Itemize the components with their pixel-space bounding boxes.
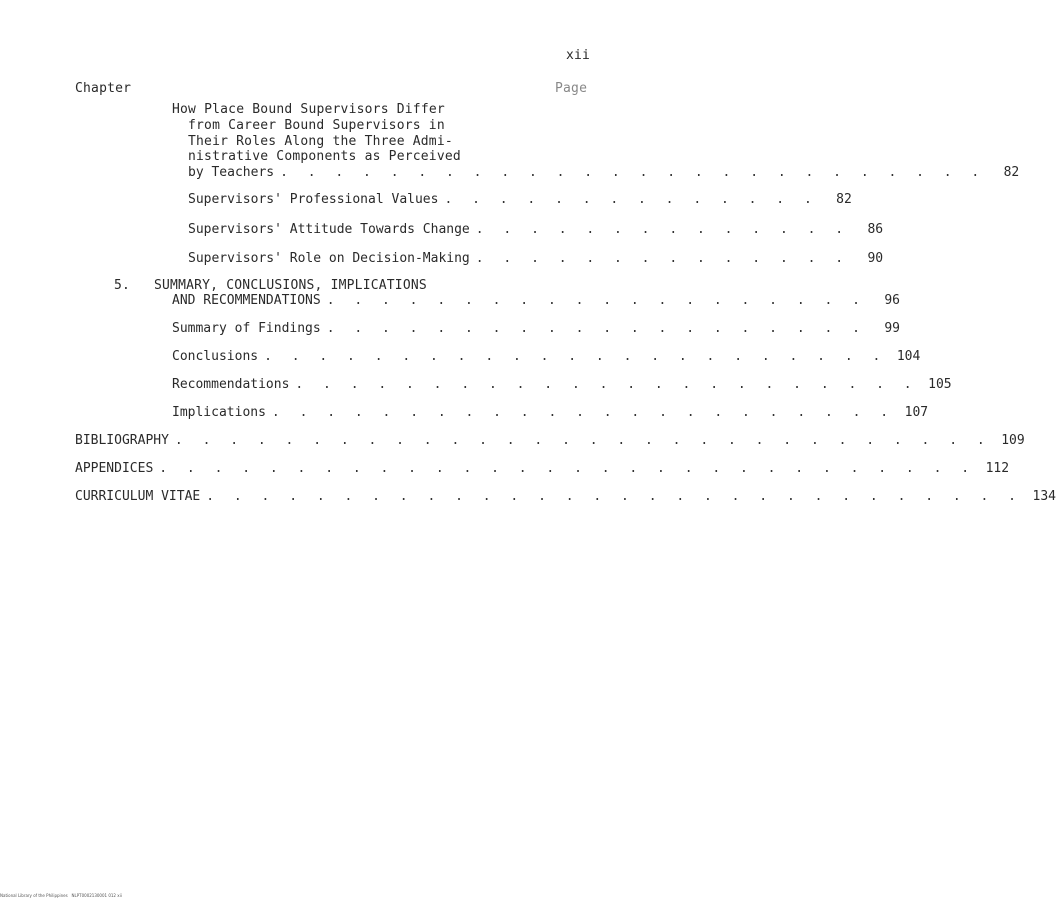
toc-label: BIBLIOGRAPHY: [75, 433, 169, 448]
toc-label: Implications: [172, 405, 266, 420]
toc-page: 99: [884, 321, 900, 336]
toc-page: 86: [867, 222, 884, 237]
toc-page: 104: [896, 349, 921, 364]
leader-dots: . . . . . . . . . . . . . .: [475, 251, 850, 266]
leader-dots: . . . . . . . . . . . . . .: [444, 192, 818, 207]
leader-dots: . . . . . . . . . . . . . . . . . . . . . . . . . .: [280, 165, 986, 180]
toc-page: 112: [985, 461, 1010, 476]
toc-label: Summary of Findings: [172, 321, 321, 336]
leader-dots: . . . . . . . . . . . . . . . . . . . . . . . . . . . . . .: [206, 489, 1023, 504]
toc-label: CURRICULUM VITAE: [75, 489, 201, 504]
chapter-column-label: Chapter: [75, 81, 132, 96]
toc-page: 134: [1032, 489, 1056, 504]
toc-entry-summary: [172, 321, 900, 336]
toc-entry-chapter5: [172, 293, 900, 308]
leader-dots: . . . . . . . . . . . . . . . . . . . . . . .: [264, 349, 887, 364]
toc-page: 107: [904, 405, 929, 420]
leader-dots: . . . . . . . . . . . . . . . . . . . . . . .: [295, 377, 918, 392]
toc-entry-attitude-change: [188, 222, 884, 237]
toc-page: 82: [1003, 165, 1020, 180]
toc-entry-bibliography: [75, 433, 1025, 448]
toc-label: Supervisors' Role on Decision-Making: [188, 251, 470, 266]
toc-label: by Teachers: [188, 165, 275, 180]
toc-entry-implications: [172, 405, 929, 420]
toc-label: APPENDICES: [75, 461, 154, 476]
toc-page: 82: [836, 192, 852, 207]
leader-dots: . . . . . . . . . . . . . . . . . . . .: [326, 293, 866, 308]
toc-label: Supervisors' Attitude Towards Change: [188, 222, 470, 237]
toc-entry-decision-making: [188, 251, 884, 266]
toc-entry-line: nistrative Components as Perceived: [188, 149, 461, 164]
leader-dots: . . . . . . . . . . . . . . . . . . . . . . .: [271, 405, 895, 420]
chapter-number: 5.: [114, 278, 131, 293]
toc-page: 105: [928, 377, 952, 392]
toc-entry-line: from Career Bound Supervisors in: [188, 118, 445, 133]
leader-dots: . . . . . . . . . . . . . . . . . . . . . . . . . . . . . .: [174, 433, 991, 448]
toc-entry-line: How Place Bound Supervisors Differ: [172, 102, 445, 117]
scan-footer: National Library of the Philippines NLPT0002130001 012 xii: [0, 893, 122, 898]
toc-entry-recommendations: [172, 377, 952, 392]
chapter-title: SUMMARY, CONCLUSIONS, IMPLICATIONS: [154, 278, 427, 293]
page-number: xii: [566, 48, 591, 63]
toc-page: 109: [1001, 433, 1025, 448]
toc-entry-appendices: [75, 461, 1010, 476]
toc-entry-curriculum-vitae: [75, 489, 1056, 504]
toc-page: 96: [884, 293, 900, 308]
toc-entry-conclusions: [172, 349, 921, 364]
leader-dots: . . . . . . . . . . . . . . . . . . . .: [326, 321, 866, 336]
toc-entry-place-bound: [188, 165, 1020, 180]
toc-page: 90: [867, 251, 884, 266]
leader-dots: . . . . . . . . . . . . . . . . . . . . . . . . . . . . . .: [159, 461, 976, 476]
toc-label: Conclusions: [172, 349, 259, 364]
toc-label: Supervisors' Professional Values: [188, 192, 439, 207]
leader-dots: . . . . . . . . . . . . . .: [475, 222, 850, 237]
toc-label: Recommendations: [172, 377, 290, 392]
toc-label: AND RECOMMENDATIONS: [172, 293, 321, 308]
toc-entry-line: Their Roles Along the Three Admi-: [188, 134, 453, 149]
page-column-label: Page: [555, 81, 588, 96]
toc-entry-professional-values: [188, 192, 852, 207]
